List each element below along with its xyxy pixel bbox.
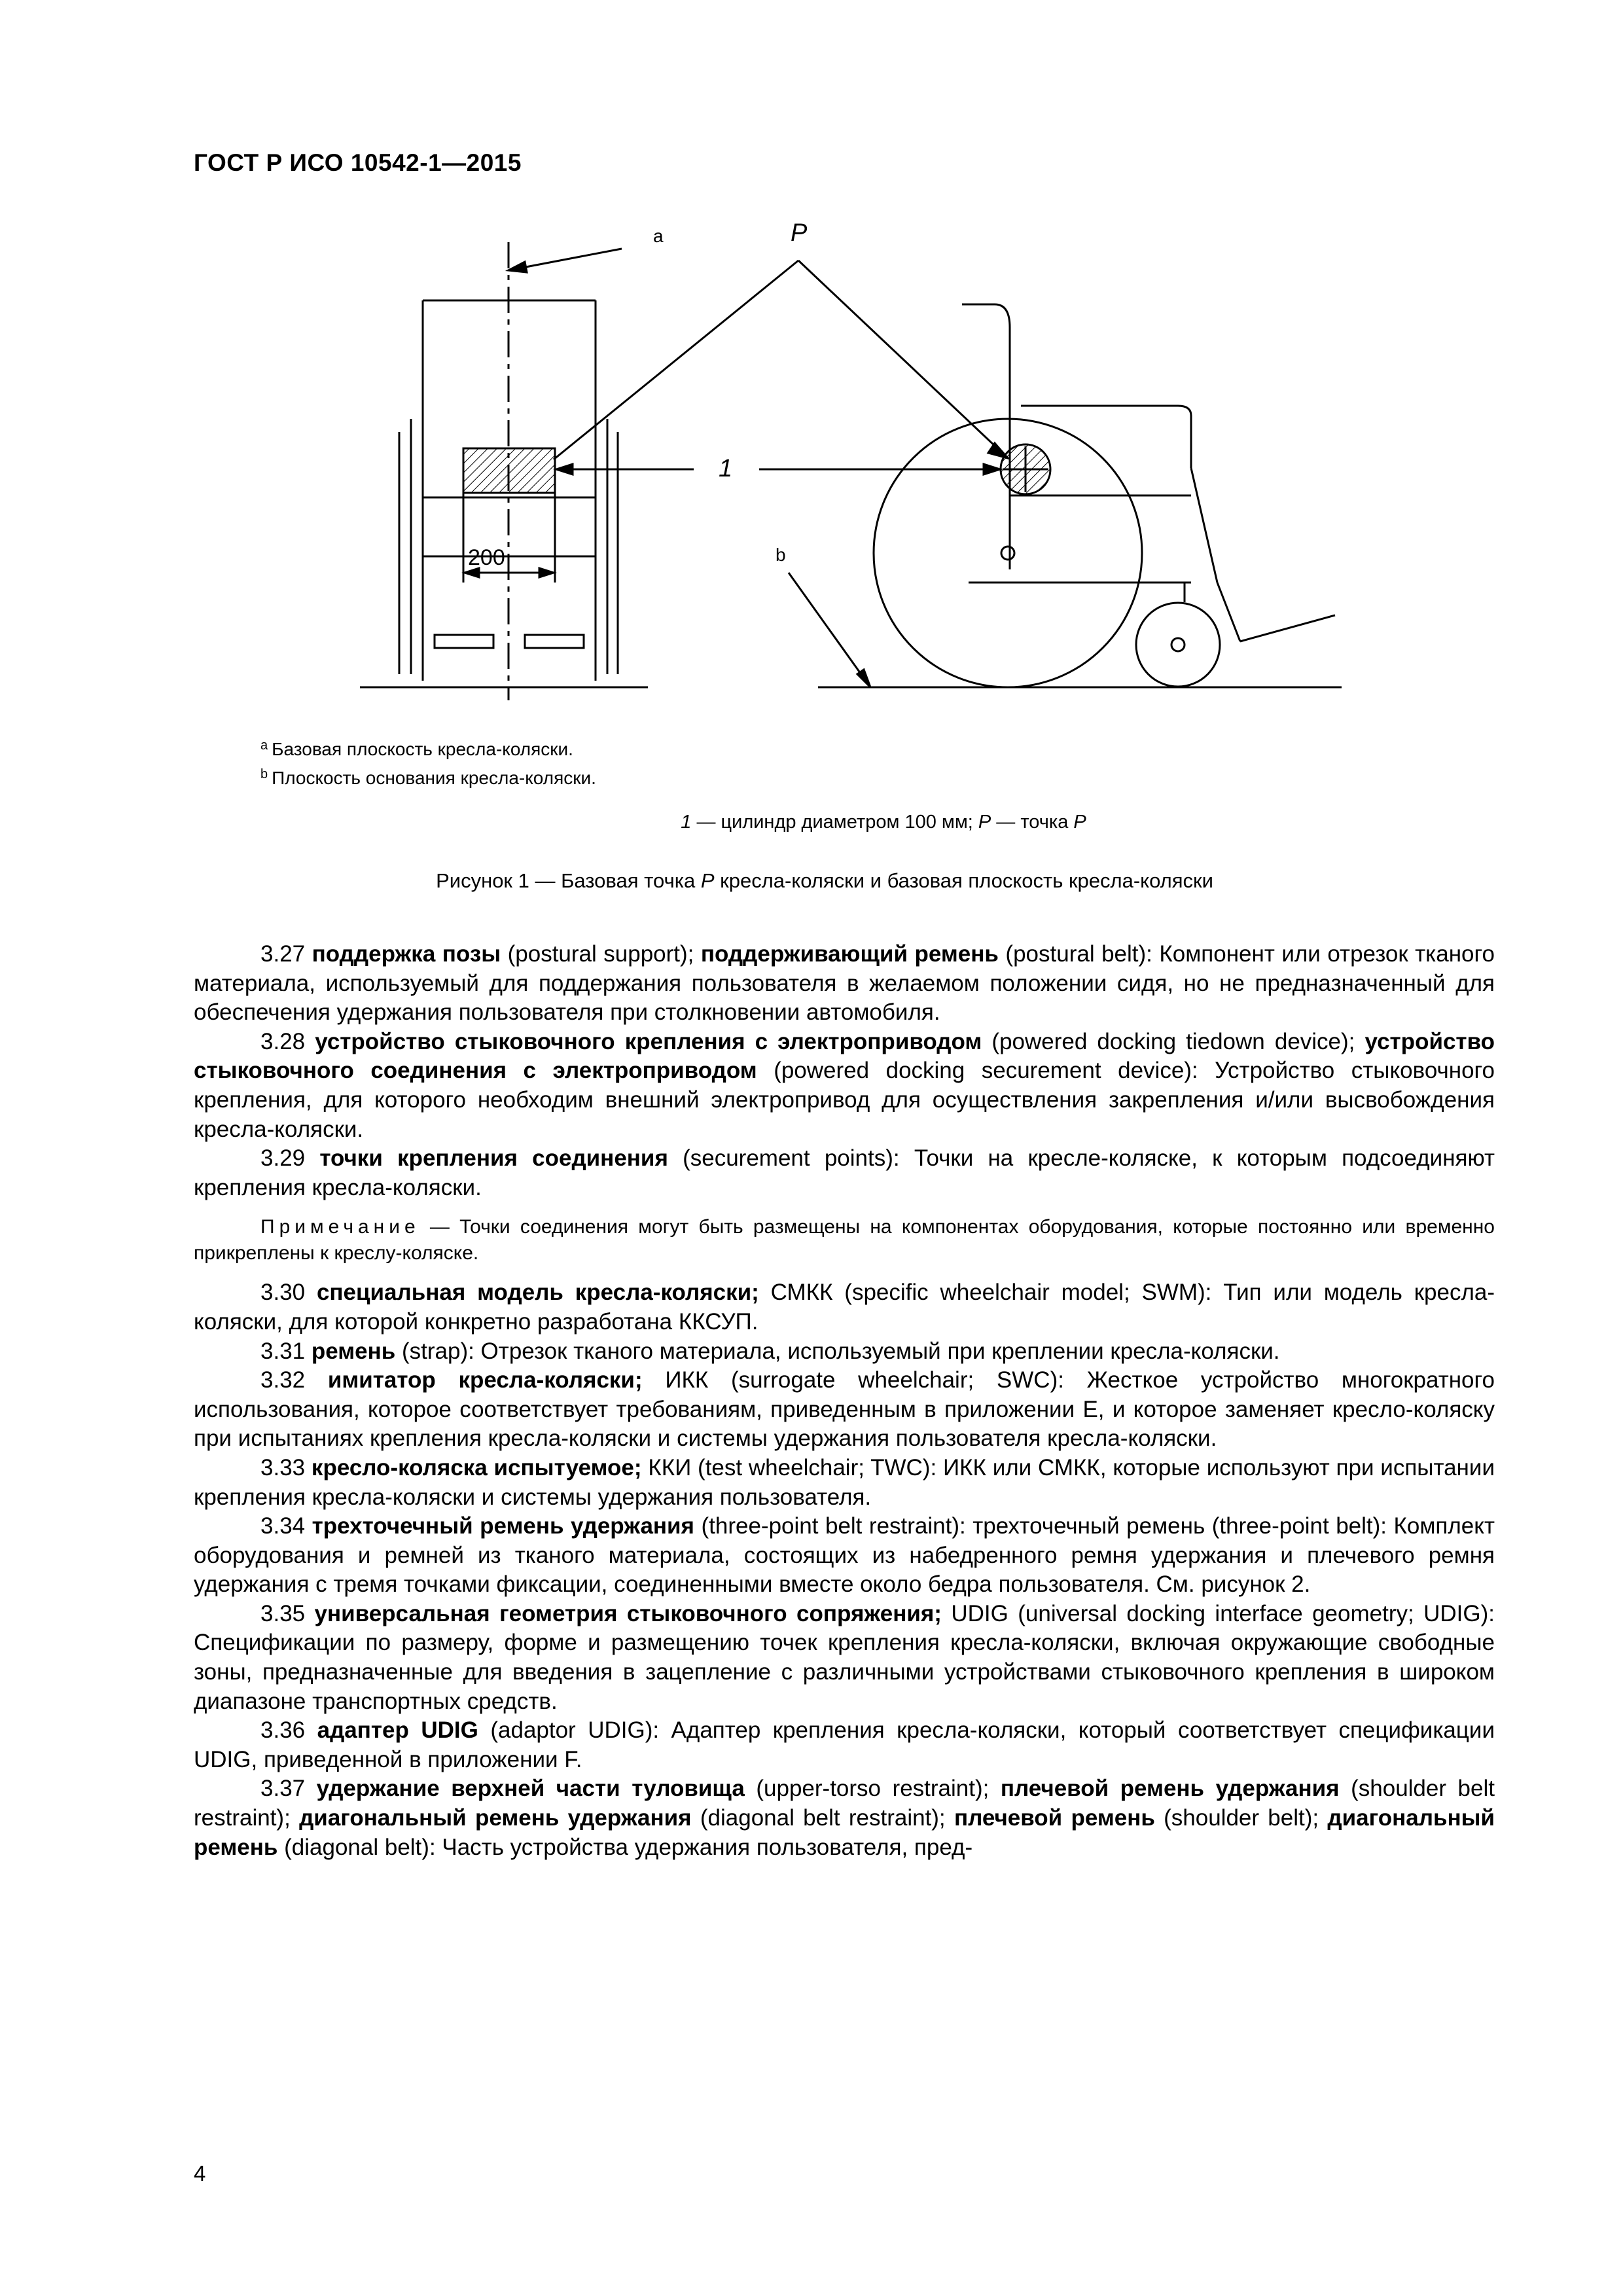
wheelchair-diagram <box>340 216 1361 700</box>
figure-1 <box>340 216 1361 700</box>
term-3-36: 3.36 адаптер UDIG (adaptor UDIG): Адаптер крепления кресла-коляски, который соответствует спецификации UDIG, приведенной в приложении F. <box>194 1717 1495 1772</box>
term-3-32: 3.32 имитатор кресла-коляски; ИКК (surrogate wheelchair; SWC): Жесткое устройство многократного использования, которое соответствует требованиям, приведенным в приложении E, и которое заменяет кресло-коляску при испытаниях крепления кресла-коляски и системы удержания пользователя кресла-коляски. <box>194 1367 1495 1452</box>
term-3-37: 3.37 удержание верхней части туловища (upper-torso restraint); плечевой ремень удержания (shoulder belt restraint); диагональный ремень удержания (diagonal belt restraint); плечевой ремень (shoulder belt); диагональный ремень (diagonal belt): Часть устройства удержания пользователя, пред- <box>194 1776 1495 1860</box>
page-header: ГОСТ Р ИСО 10542-1—2015 <box>194 149 522 176</box>
footnote-a: $^a$ Базовая плоскость кресла-коляски. <box>260 738 573 759</box>
term-3-28: 3.28 устройство стыковочного крепления с электроприводом (powered docking tiedown device); устройство стыковочного соединения с электроприводом (powered docking securement device): Устройство стыковочного крепления, для которого необходим внешний электропривод для осуществления закрепления и/или высвобождения кресла-коляски. <box>194 1028 1495 1142</box>
page-number: 4 <box>194 2161 206 2185</box>
figure-caption: Рисунок 1 — Базовая точка P кресла-коляски и базовая плоскость кресла-коляски <box>436 869 1213 892</box>
term-3-29: 3.29 точки крепления соединения (securement points): Точки на кресле-коляске, к которым подсоединяют крепления кресла-коляски. <box>194 1145 1495 1200</box>
label-1: 1 <box>719 455 733 482</box>
figure-legend: 1 — цилиндр диаметром 100 мм; P — точка P <box>681 812 1086 833</box>
footnote-b: $^b$ Плоскость основания кресла-коляски. <box>260 767 596 788</box>
label-P: P <box>791 219 808 247</box>
term-3-34: 3.34 трехточечный ремень удержания (three-point belt restraint): трехточечный ремень (three-point belt): Комплект оборудования и ремней из тканого материала, состоящих из набедренного ремня удержания и плечевого ремня удержания с тремя точками фиксации, соединенными вместе около бедра пользователя. См. рисунок 2. <box>194 1513 1495 1598</box>
term-3-35: 3.35 универсальная геометрия стыковочного сопряжения; UDIG (universal docking interface geometry; UDIG): Спецификации по размеру, форме и размещению точек крепления кресла-коляски, включая окружающие свободные зоны, предназначенные для введения в зацепление с различными устройствами стыковочного крепления в широком диапазоне транспортных средств. <box>194 1600 1495 1714</box>
note: Примечание — Точки соединения могут быть размещены на компонентах оборудования, которые постоянно или временно прикреплены к креслу-коляске. <box>194 1216 1495 1265</box>
term-3-33: 3.33 кресло-коляска испытуемое; ККИ (test wheelchair; TWC): ИКК или СМКК, которые используют при испытании крепления кресла-коляски и системы удержания пользователя. <box>194 1454 1495 1510</box>
dimension-label: 200 <box>468 545 505 570</box>
front-view <box>360 242 648 700</box>
label-b: b <box>776 545 786 565</box>
term-3-30: 3.30 специальная модель кресла-коляски; СМКК (specific wheelchair model; SWM): Тип или модель кресла-коляски, для которой конкретно разработана ККСУП. <box>194 1280 1495 1335</box>
term-3-31: 3.31 ремень (strap): Отрезок тканого материала, используемый при креплении кресла-коляски. <box>260 1338 1280 1364</box>
side-view <box>554 260 1342 687</box>
figure-footnotes <box>260 733 596 791</box>
body-text <box>194 940 1495 1862</box>
label-a: a <box>653 226 664 246</box>
term-3-27: 3.27 поддержка позы (postural support); поддерживающий ремень (postural belt): Компонент или отрезок тканого материала, используемый для поддержания пользователя в желаемом положении сидя, но не предназначенный для обеспечения удержания пользователя при столкновении автомобиля. <box>194 941 1495 1026</box>
